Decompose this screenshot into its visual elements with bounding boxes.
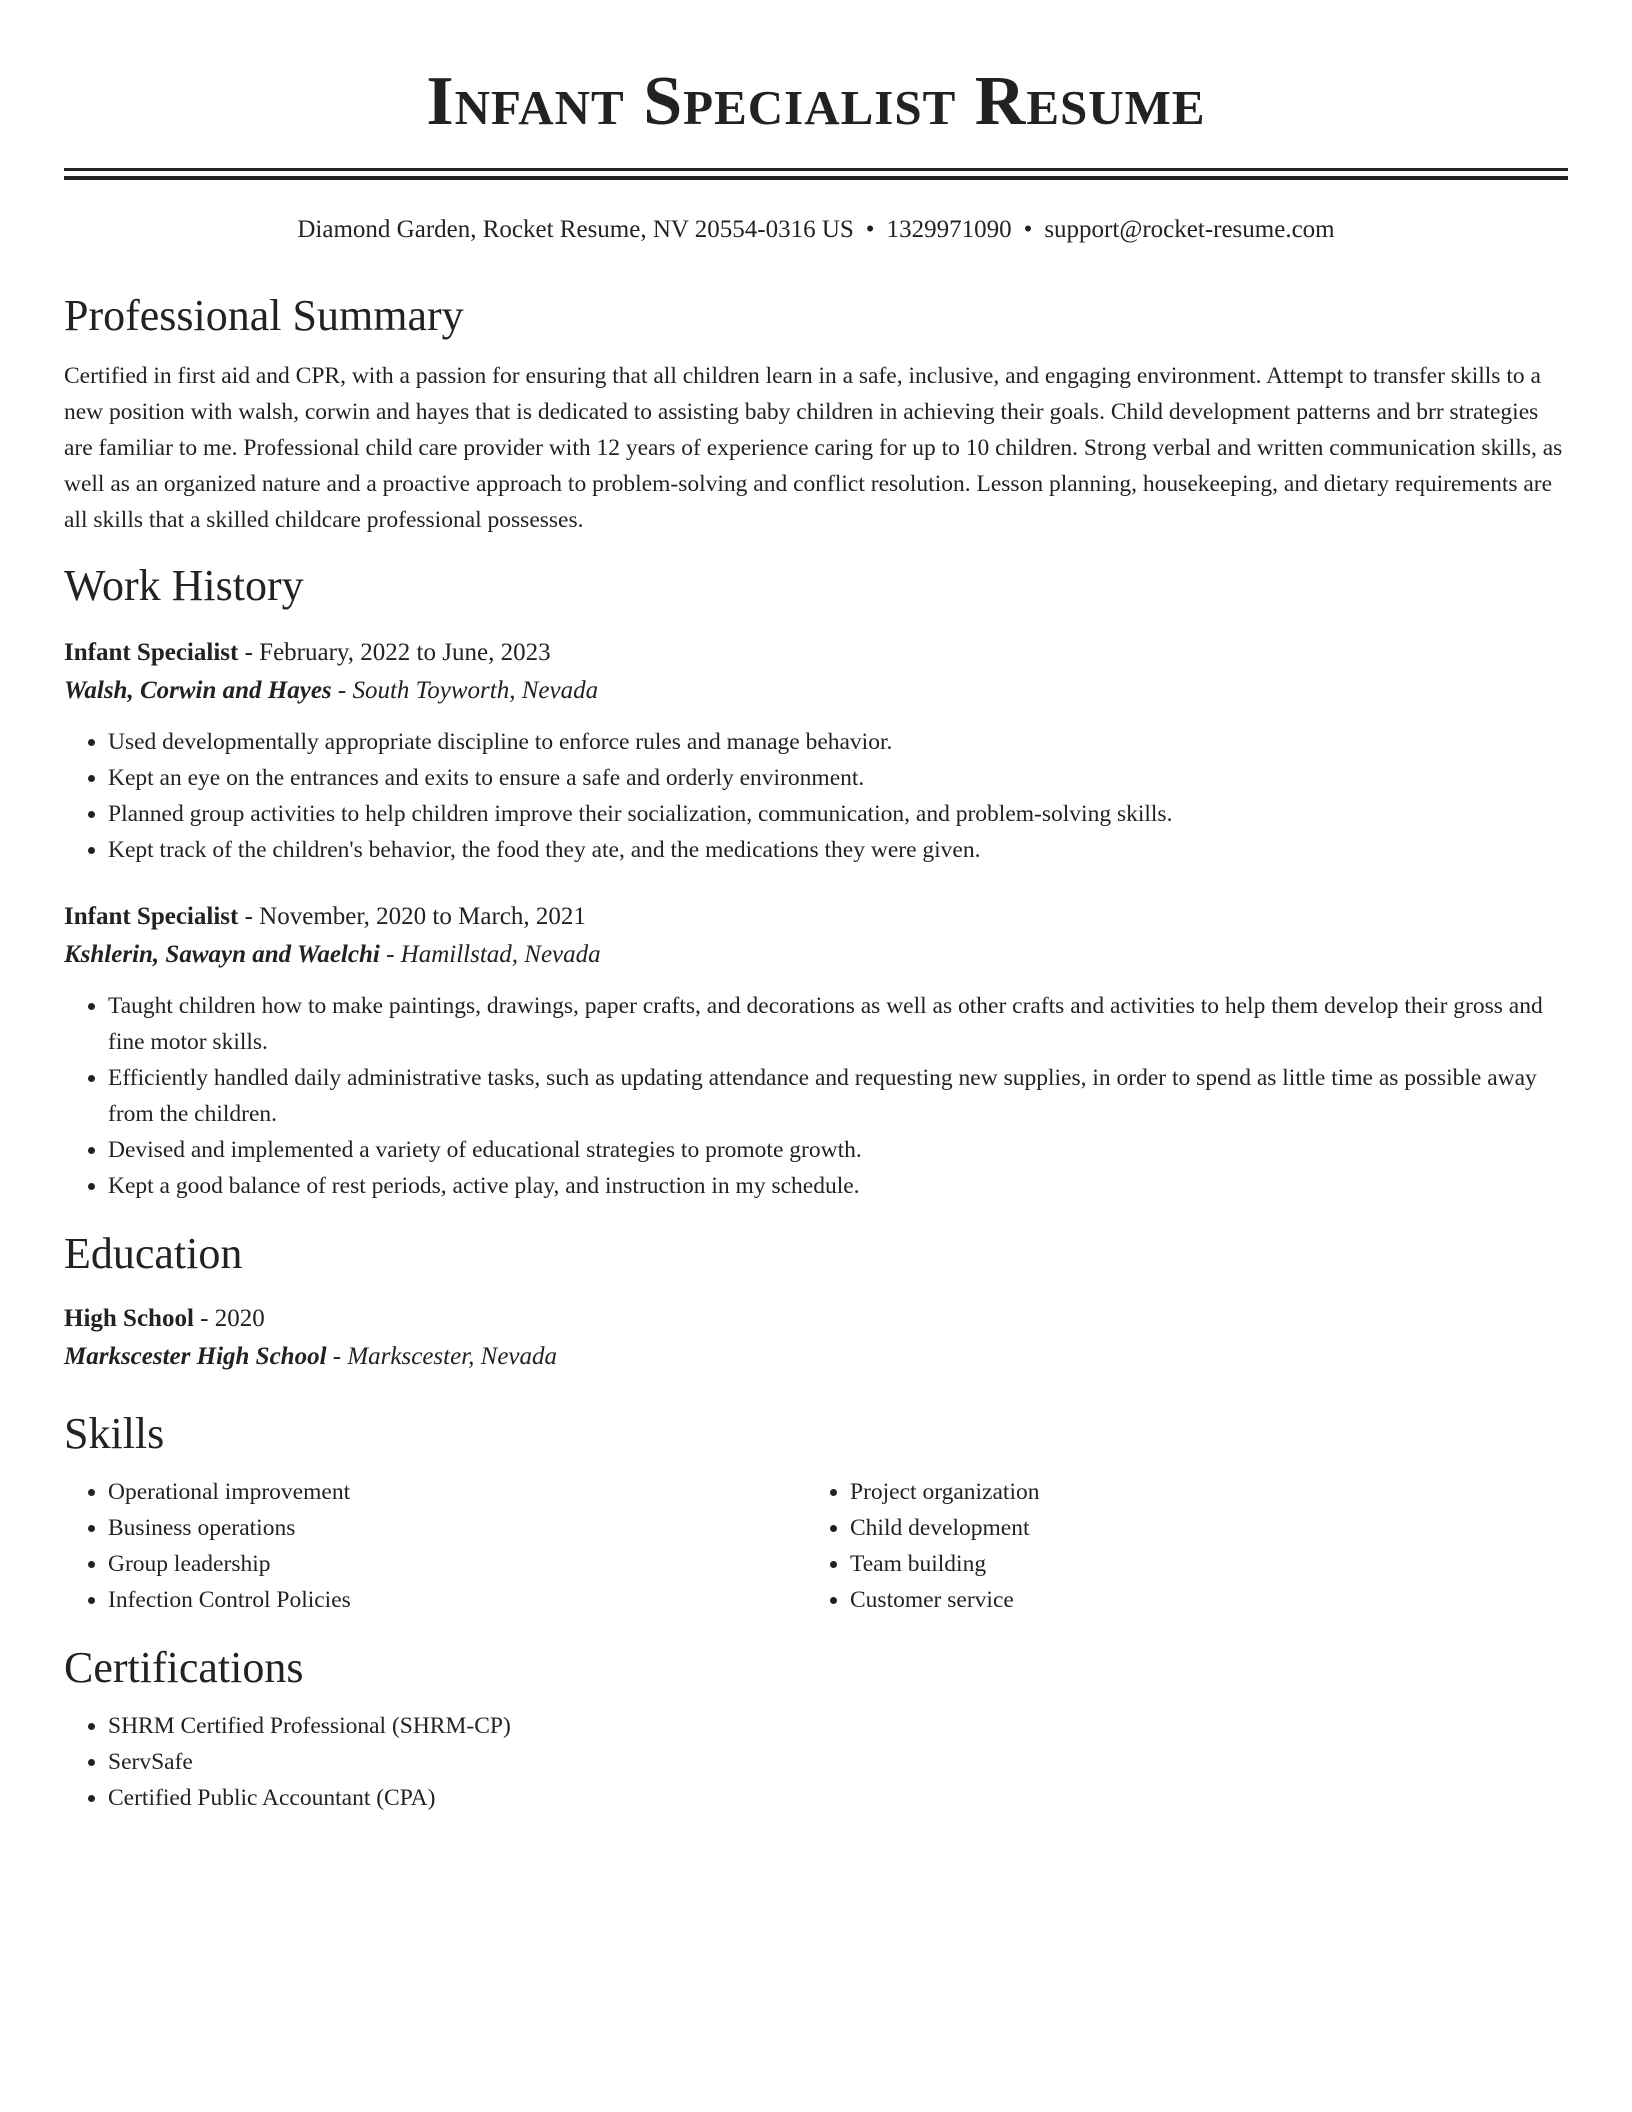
job-entry [64,634,1568,868]
certifications-heading: Certifications [64,1643,304,1692]
school-name: Markscester High School [64,1343,327,1370]
job-duty: • Taught children how to make paintings, drawings, paper crafts, and decorations as well as other crafts and activities to help them develop their gross and fine motor skills. [108,988,1568,1060]
skills-heading: Skills [64,1409,165,1458]
school-line [64,1338,1568,1376]
company-name: Kshlerin, Sawayn and Waelchi [64,941,380,968]
skill-item: • Team building [850,1546,1548,1582]
company-name: Walsh, Corwin and Hayes [64,677,332,704]
job-entry [64,898,1568,1204]
job-duty: • Planned group activities to help children improve their socialization, communication, and problem-solving skills. [108,796,1568,832]
title-rule-bottom [64,176,1568,180]
company-location: - South Toyworth, Nevada [331,677,599,704]
contact-separator: • [865,216,875,243]
skill-item: • Project organization [850,1474,1548,1510]
job-duty: • Devised and implemented a variety of educational strategies to promote growth. [108,1132,1568,1168]
summary-heading: Professional Summary [64,291,464,340]
contact-line [64,214,1568,246]
job-title: Infant Specialist [64,903,239,930]
contact-email: support@rocket-resume.com [1044,216,1335,243]
skills-grid [64,1474,1568,1618]
job-duty: • Efficiently handled daily administrative tasks, such as updating attendance and requesting new supplies, in order to spend as little time as possible away from the children. [108,1060,1568,1132]
skills-list [64,1474,806,1618]
certification-item: • Certified Public Accountant (CPA) [108,1780,1568,1816]
skill-item: • Child development [850,1510,1548,1546]
skill-item: • Business operations [108,1510,806,1546]
job-title: Infant Specialist [64,639,239,666]
skill-item: • Group leadership [108,1546,806,1582]
education-entry [64,1300,1568,1376]
job-duty: • Kept track of the children's behavior, the food they ate, and the medications they were given. [108,832,1568,868]
contact-phone: 1329971090 [886,216,1012,243]
certifications-list [64,1708,1568,1816]
degree-line [64,1300,1568,1338]
contact-separator: • [1023,216,1033,243]
education-heading: Education [64,1229,243,1278]
job-title-line [64,634,1568,672]
job-dates: - February, 2022 to June, 2023 [238,639,551,666]
company-line [64,672,1568,710]
resume-page [64,0,1568,1816]
resume-title: Infant Specialist Resume [426,63,1206,140]
job-duty: • Used developmentally appropriate discipline to enforce rules and manage behavior. [108,724,1568,760]
job-duties-list [64,724,1568,868]
certification-item: • ServSafe [108,1744,1568,1780]
job-title-line [64,898,1568,936]
job-duties-list [64,988,1568,1204]
title-rule-top [64,168,1568,171]
contact-address: Diamond Garden, Rocket Resume, NV 20554-0316 US [297,216,854,243]
job-duty: • Kept a good balance of rest periods, active play, and instruction in my schedule. [108,1168,1568,1204]
graduation-year: - 2020 [193,1305,265,1332]
job-dates: - November, 2020 to March, 2021 [238,903,586,930]
work-history-heading: Work History [64,561,304,610]
skills-column-left [64,1474,806,1618]
school-location: - Markscester, Nevada [326,1343,558,1370]
certification-item: • SHRM Certified Professional (SHRM-CP) [108,1708,1568,1744]
skills-list [806,1474,1548,1618]
degree: High School [64,1305,194,1332]
skill-item: • Operational improvement [108,1474,806,1510]
job-duty: • Kept an eye on the entrances and exits to ensure a safe and orderly environment. [108,760,1568,796]
skill-item: • Infection Control Policies [108,1582,806,1618]
company-location: - Hamillstad, Nevada [379,941,601,968]
skills-column-right [806,1474,1548,1618]
skill-item: • Customer service [850,1582,1548,1618]
summary-text: Certified in first aid and CPR, with a passion for ensuring that all children learn in a safe, inclusive, and engaging environment. Attempt to transfer skills to a new position with walsh, corwin and hayes that is dedicated to assisting baby children in achieving their goals. Child development patterns and brr strategies are familiar to me. Professional child care provider with 12 years of experience caring for up to 10 children. Strong verbal and written communication skills, as well as an organized nature and a proactive approach to problem-solving and conflict resolution. Lesson planning, housekeeping, and dietary requirements are all skills that a skilled childcare professional possesses. [64,363,1563,533]
company-line [64,936,1568,974]
